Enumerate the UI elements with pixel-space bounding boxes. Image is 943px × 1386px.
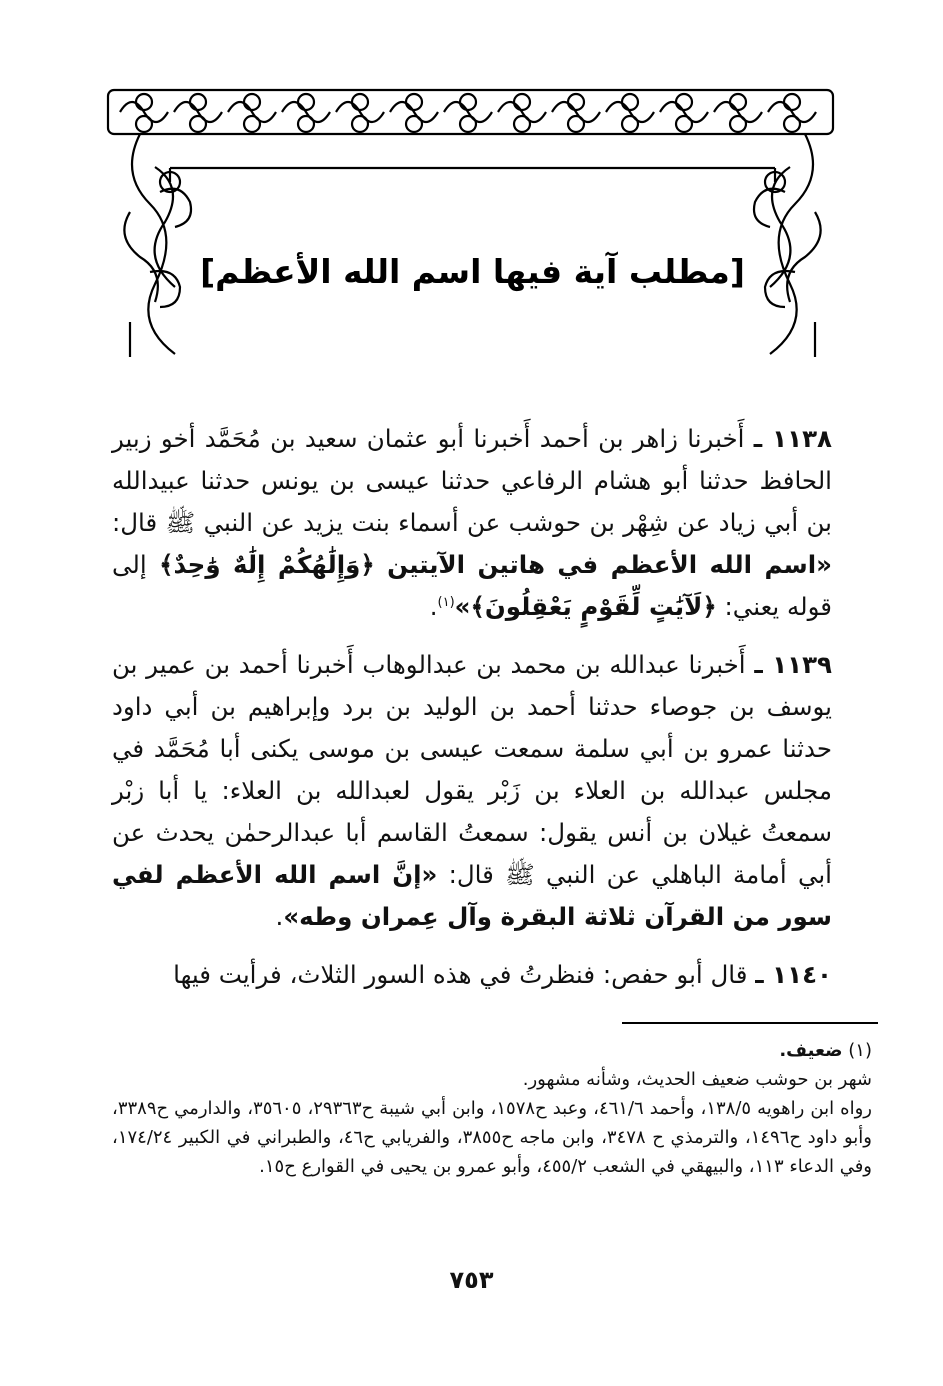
section-title: [مطلب آية فيها اسم الله الأعظم] [200, 252, 745, 291]
footnote-divider [622, 1022, 878, 1024]
page-number: ٧٥٣ [449, 1266, 494, 1294]
hadith-text: قال أبو حفص: فنظرتُ في هذه السور الثلاث، فرأيت فيها [173, 960, 756, 989]
quran-verse: ﴿لَآيَٰتٍ لِّقَوْمٍ يَعْقِلُونَ﴾» [454, 592, 717, 621]
footnote-line: رواه ابن راهويه ١٣٨/٥، وأحمد ٤٦١/٦، وعبد ح١٥٧٨، وابن أبي شيبة ح٢٩٣٦٣، ٣٥٦٠٥، والدارمي ح٣٣٨٩، وأبو داود ح١٤٩٦، والترمذي ح ٣٤٧٨، وابن ماجه ح٣٨٥٥، والفريابي ح٤٦، والطبراني في الكبير ١٧٤/٢٤، وفي الدعاء ١١٣، والبيهقي في الشعب ٤٥٥/٢، وأبو عمرو بن يحيى في القوارع ح١٥. [112, 1098, 872, 1177]
punctuation: . [275, 902, 284, 931]
footnote-reference[interactable]: (١) [437, 594, 455, 610]
hadith-number: ١١٤٠ ـ [755, 960, 832, 989]
hadith-1139 [112, 644, 832, 938]
hadith-1138 [112, 418, 832, 628]
hadith-quote: «اسم الله الأعظم في هاتين الآيتين [387, 550, 832, 579]
hadith-text: أَخبرنا زاهر بن أحمد أَخبرنا أبو عثمان سعيد بن مُحَمَّد أخو زبير الحافظ حدثنا أبو هشام الرفاعي حدثنا عيسى بن يونس حدثنا عبيدالله بن أبي زياد عن شِهْر بن حوشب عن أسماء بنت يزيد عن النبي ﷺ قال: [112, 424, 832, 537]
hadith-1140 [112, 954, 832, 996]
hadith-number: ١١٣٩ ـ [754, 650, 833, 679]
footnotes [112, 1036, 872, 1181]
hadith-number: ١١٣٨ ـ [753, 424, 832, 453]
footnote-1 [112, 1036, 872, 1065]
ornament-icon [100, 72, 845, 362]
footnote-grade: ضعيف. [779, 1040, 843, 1061]
main-text [112, 418, 832, 1012]
hadith-text: إلى قوله يعني: [112, 550, 832, 621]
quran-verse: ﴿وَإِلَٰهُكُمْ إِلَٰهٌ وَٰحِدٌ﴾ [146, 550, 388, 579]
hadith-text: أَخبرنا عبدالله بن محمد بن عبدالوهاب أَخبرنا أحمد بن عمير بن يوسف بن جوصاء حدثنا أحمد بن الوليد بن برد وإبراهيم بن أبي داود حدثنا عمرو بن أبي سلمة سمعت عيسى بن موسى يكنى أبا مُحَمَّد في مجلس عبدالله بن العلاء بن زَبْر يقول لعبدالله بن العلاء: يا أبا زبْر سمعتُ غيلان بن أنس يقول: سمعتُ القاسم أبا عبدالرحمٰن يحدث عن أبي أمامة الباهلي عن النبي ﷺ قال: [112, 650, 832, 889]
punctuation: . [429, 592, 438, 621]
footnote-marker: (١) [848, 1040, 872, 1061]
hadith-quote: «إنَّ اسم الله الأعظم لفي سور من القرآن ثلاثة البقرة وآل عِمران وطه» [112, 860, 832, 931]
ornamental-frame [100, 72, 845, 362]
footnote-line: شهر بن حوشب ضعيف الحديث، وشأنه مشهور. [522, 1069, 872, 1090]
